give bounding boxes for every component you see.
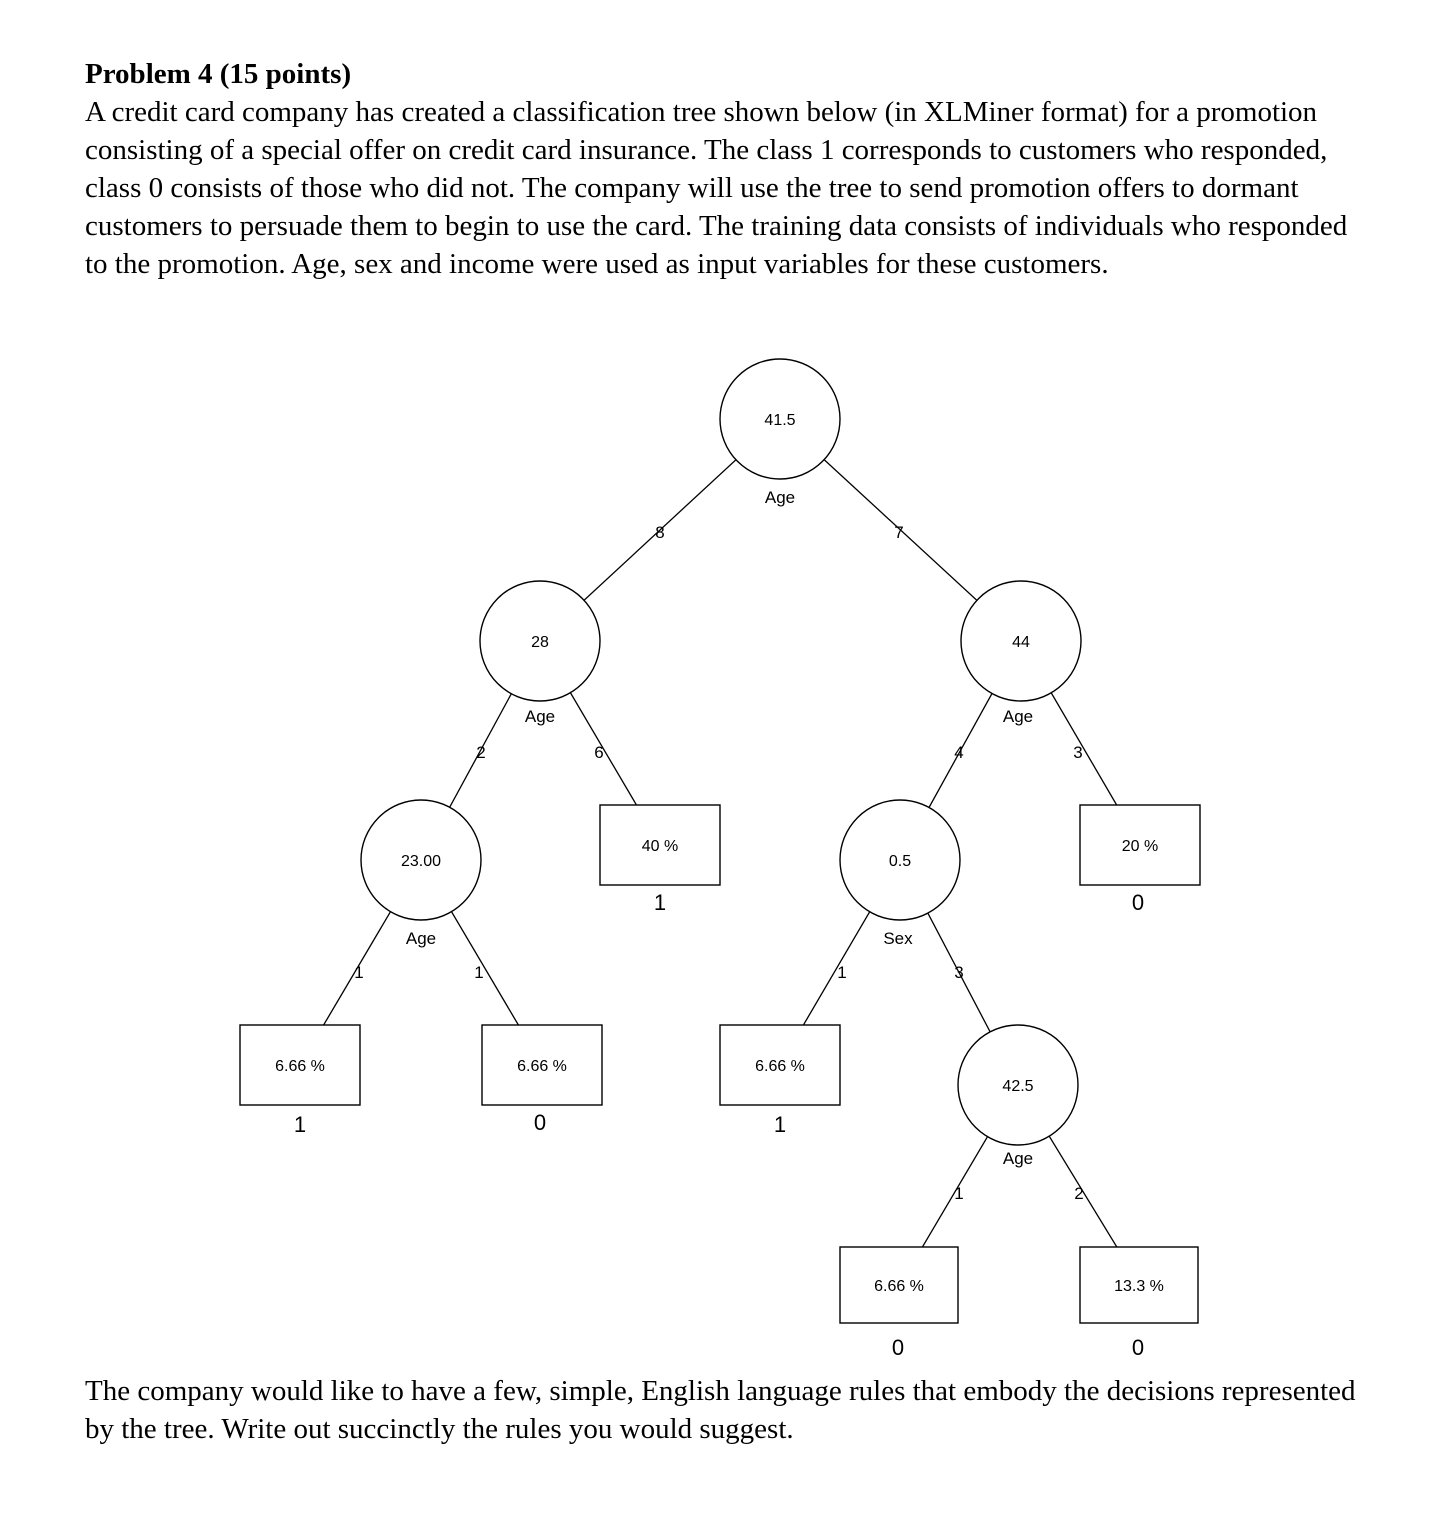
leaf-percent: 13.3 % bbox=[1114, 1278, 1164, 1295]
edge-count-label: 3 bbox=[954, 963, 964, 982]
leaf-class-label: 0 bbox=[891, 1335, 905, 1360]
edge-count-label: 1 bbox=[474, 963, 484, 982]
split-variable-label: Sex bbox=[883, 929, 913, 948]
node-value: 44 bbox=[1012, 634, 1030, 651]
leaf-class-label: 1 bbox=[653, 890, 667, 915]
edge-count-label: 6 bbox=[594, 743, 604, 762]
leaf-percent: 6.66 % bbox=[874, 1278, 924, 1295]
edge-count-label: 8 bbox=[655, 523, 665, 542]
node-value: 41.5 bbox=[764, 412, 796, 429]
split-variable-label: Age bbox=[764, 488, 796, 507]
leaf-percent: 20 % bbox=[1121, 838, 1159, 855]
leaf-percent: 6.66 % bbox=[275, 1058, 325, 1075]
leaf-percent: 40 % bbox=[641, 838, 679, 855]
edge-count-label: 7 bbox=[894, 523, 904, 542]
problem-title: Problem 4 (15 points) bbox=[85, 58, 352, 90]
edge-count-label: 1 bbox=[354, 963, 364, 982]
edge-count-label: 2 bbox=[476, 743, 486, 762]
split-variable-label: Age bbox=[405, 929, 437, 948]
leaf-class-label: 1 bbox=[293, 1112, 307, 1137]
leaf-percent: 6.66 % bbox=[517, 1058, 567, 1075]
leaf-class-label: 0 bbox=[1131, 1335, 1145, 1360]
leaf-class-label: 1 bbox=[773, 1112, 787, 1137]
edge-count-label: 2 bbox=[1074, 1184, 1084, 1203]
node-value: 42.5 bbox=[1002, 1078, 1034, 1095]
leaf-percent: 6.66 % bbox=[755, 1058, 805, 1075]
edge-count-label: 3 bbox=[1073, 743, 1083, 762]
edge-count-label: 4 bbox=[954, 743, 964, 762]
split-variable-label: Age bbox=[524, 707, 556, 726]
edge-count-label: 1 bbox=[954, 1184, 964, 1203]
node-value: 23.00 bbox=[400, 853, 442, 870]
split-variable-label: Age bbox=[1002, 1149, 1034, 1168]
problem-intro: A credit card company has created a classification tree shown below (in XLMiner format) for a promotion consisting of a special offer on credit card insurance. The class 1 corresponds to customers who responded, class 0 consists of those who did not. The company will use the tree to send promotion offers to dormant customers to persuade them to begin to use the card. The training data consists of individuals who responded to the promotion. Age, sex and income were used as input variables for these customers. bbox=[85, 96, 1348, 280]
leaf-class-label: 0 bbox=[533, 1110, 547, 1135]
node-value: 28 bbox=[531, 634, 549, 651]
node-value: 0.5 bbox=[888, 853, 912, 870]
closing-paragraph: The company would like to have a few, simple, English language rules that embody the decisions represented by the tree. Write out succinctly the rules you would suggest. bbox=[85, 1375, 1356, 1445]
leaf-class-label: 0 bbox=[1131, 890, 1145, 915]
edge-count-label: 1 bbox=[837, 963, 847, 982]
split-variable-label: Age bbox=[1002, 707, 1034, 726]
